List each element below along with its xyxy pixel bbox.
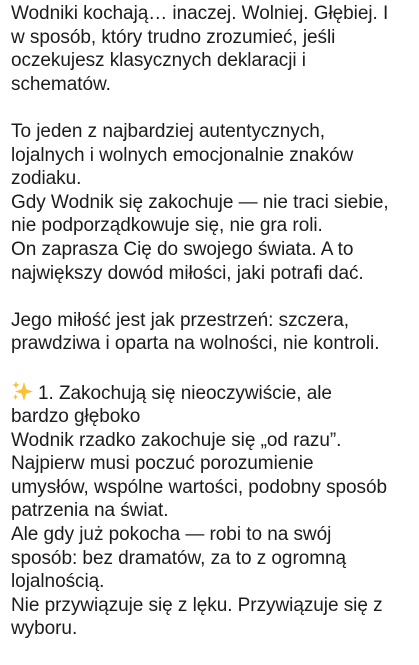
- intro-paragraph: [11, 2, 413, 96]
- text-line: Najpierw musi poczuć porozumienie: [11, 453, 314, 475]
- section-1-heading-line2: bardzo głęboko: [11, 406, 141, 428]
- section-1: [11, 380, 413, 642]
- text-line: umysłów, wspólne wartości, podobny sposób: [11, 476, 388, 498]
- text-line: oczekujesz klasycznych deklaracji i: [11, 50, 306, 72]
- text-line: lojalnych i wolnych emocjonalnie znaków: [11, 144, 354, 166]
- text-line: wyboru.: [11, 618, 78, 640]
- text-line: schematów.: [11, 73, 111, 95]
- text-line: zodiaku.: [11, 168, 82, 190]
- traits-paragraph: [11, 120, 413, 285]
- section-1-heading-line1: 1. Zakochują się nieoczywiście, ale: [38, 382, 332, 404]
- text-line: Wodniki kochają… inaczej. Wolniej. Głębiej. I: [11, 3, 389, 24]
- text-line: w sposób, który trudno zrozumieć, jeśli: [11, 26, 336, 48]
- text-line: Nie przywiązuje się z lęku. Przywiązuje się z: [11, 594, 383, 616]
- text-line: On zaprasza Cię do swojego świata. A to: [11, 238, 354, 260]
- text-line: To jeden z najbardziej autentycznych,: [11, 120, 325, 142]
- text-line: patrzenia na świat.: [11, 500, 169, 522]
- text-line: nie podporządkowuje się, nie gra roli.: [11, 215, 323, 237]
- text-line: Jego miłość jest jak przestrzeń: szczera,: [11, 309, 349, 331]
- text-line: lojalnością.: [11, 571, 105, 593]
- text-line: największy dowód miłości, jaki potrafi dać.: [11, 262, 364, 284]
- text-line: Wodnik rzadko zakochuje się „od razu”.: [11, 429, 342, 451]
- sparkles-icon: [11, 380, 35, 402]
- text-line: Ale gdy już pokocha — robi to na swój: [11, 524, 332, 546]
- space-paragraph: [11, 309, 413, 356]
- post-text: [11, 2, 413, 665]
- section-1-heading: [11, 380, 413, 406]
- text-line: sposób: bez dramatów, za to z ogromną: [11, 547, 347, 569]
- text-line: prawdziwa i oparta na wolności, nie kontroli.: [11, 333, 380, 355]
- text-line: Gdy Wodnik się zakochuje — nie traci siebie,: [11, 191, 389, 213]
